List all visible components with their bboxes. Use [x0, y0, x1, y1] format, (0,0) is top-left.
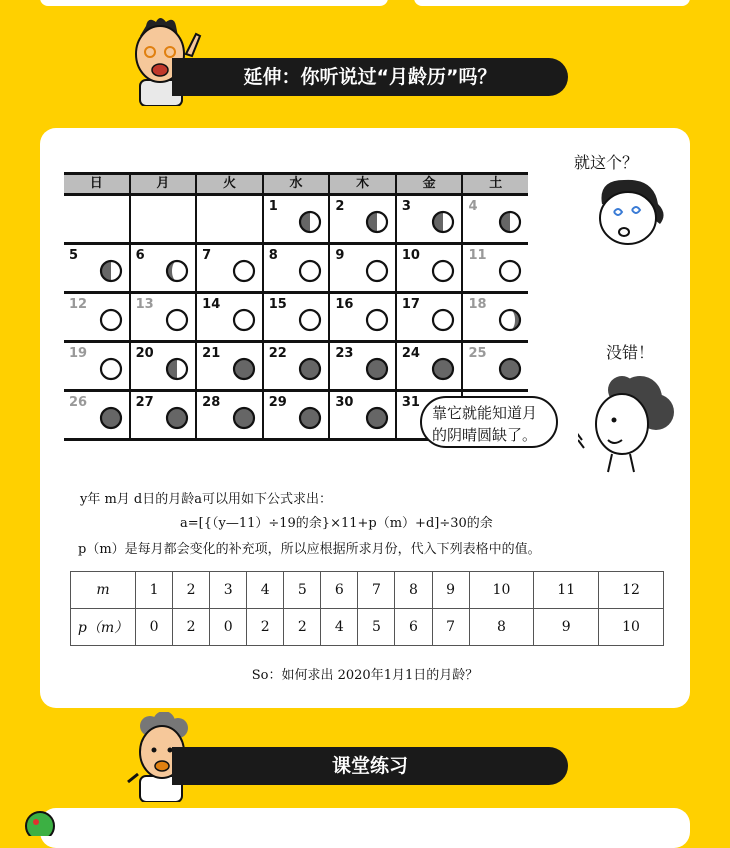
day-number: 19: [69, 346, 88, 361]
calendar-day-cell: [197, 196, 264, 242]
calendar-week-row: [64, 294, 528, 343]
calendar-day-cell: [197, 294, 264, 340]
moon-phase-icon: [298, 210, 322, 238]
table-cell-m: 7: [358, 572, 395, 609]
table-cell-p: 2: [173, 609, 210, 646]
calendar-day-cell: [330, 392, 397, 438]
day-number: 4: [468, 199, 478, 214]
calendar-day-cell: [64, 196, 131, 242]
moon-phase-icon: [99, 308, 123, 336]
day-number: 16: [335, 297, 354, 312]
banner-title-practice: 课堂练习: [331, 755, 408, 777]
table-cell-m: 5: [284, 572, 321, 609]
table-cell-m: 10: [469, 572, 534, 609]
day-number: 20: [135, 346, 154, 361]
table-cell-m: 2: [173, 572, 210, 609]
table-cell-p: 4: [321, 609, 358, 646]
calendar-day-cell: [463, 343, 528, 389]
table-cell-p: 9: [534, 609, 599, 646]
moon-phase-icon: [165, 357, 189, 385]
moon-phase-icon: [365, 406, 389, 434]
table-cell-p: 0: [136, 609, 173, 646]
calendar-week-row: [64, 196, 528, 245]
calendar-day-cell: [397, 294, 464, 340]
table-cell-m: 1: [136, 572, 173, 609]
bottom-card-fragment: [40, 808, 690, 848]
table-cell-m: 12: [599, 572, 664, 609]
table-cell-p: 2: [284, 609, 321, 646]
moon-phase-icon: [365, 308, 389, 336]
moon-phase-icon: [165, 259, 189, 287]
table-header-m: m: [71, 572, 136, 609]
top-card-fragment-right: [414, 0, 690, 6]
speech-line-2: 的阴晴圆缺了。: [432, 426, 538, 444]
moon-phase-icon: [498, 308, 522, 336]
table-cell-m: 11: [534, 572, 599, 609]
moon-phase-icon: [99, 259, 123, 287]
calendar-day-cell: [463, 294, 528, 340]
calendar-day-cell: [463, 245, 528, 291]
moon-phase-icon: [298, 259, 322, 287]
calendar-day-cell: [463, 196, 528, 242]
day-number: 5: [69, 248, 79, 263]
moon-phase-icon: [298, 406, 322, 434]
day-number: 22: [268, 346, 287, 361]
day-number: 2: [335, 199, 345, 214]
day-number: 1: [268, 199, 278, 214]
table-header-p: p（m）: [71, 609, 136, 646]
moon-phase-icon: [298, 357, 322, 385]
calendar-day-cell: [397, 196, 464, 242]
table-cell-p: 2: [247, 609, 284, 646]
moon-phase-icon: [498, 210, 522, 238]
calendar-day-cell: [330, 245, 397, 291]
table-cell-m: 3: [210, 572, 247, 609]
day-number: 15: [268, 297, 287, 312]
moon-phase-icon: [298, 308, 322, 336]
calendar-day-cell: [197, 392, 264, 438]
moon-phase-icon: [165, 406, 189, 434]
table-cell-p: 0: [210, 609, 247, 646]
top-card-fragment-left: [40, 0, 388, 6]
table-cell-p: 10: [599, 609, 664, 646]
table-cell-m: 9: [432, 572, 469, 609]
moon-phase-icon: [498, 259, 522, 287]
moon-phase-icon: [232, 406, 256, 434]
practice-question: So：如何求出 2020年1月1日的月龄？: [251, 668, 479, 683]
moon-phase-icon: [431, 357, 455, 385]
table-row-p: [71, 609, 664, 646]
curly-hair-character: [578, 368, 678, 476]
answer-bubble-text: 没错！: [606, 343, 655, 362]
calendar-weekday-header: [64, 172, 528, 196]
day-number: 28: [202, 395, 221, 410]
moon-phase-icon: [431, 259, 455, 287]
calendar-day-cell: [131, 343, 198, 389]
calendar-week-row: [64, 245, 528, 294]
speech-bubble: [420, 396, 558, 448]
calendar-day-cell: [264, 245, 331, 291]
calendar-day-cell: [131, 196, 198, 242]
moon-phase-icon: [99, 406, 123, 434]
section-banner-extension: [172, 58, 568, 96]
question-bubble-text: 就这个？: [574, 153, 639, 172]
day-number: 3: [401, 199, 411, 214]
formula-note: p（m）是每月都会变化的补充项，所以应根据所求月份，代入下列表格中的值。: [78, 542, 541, 557]
day-number: 11: [468, 248, 487, 263]
calendar-day-cell: [330, 196, 397, 242]
calendar-day-cell: [64, 294, 131, 340]
calendar-day-cell: [197, 343, 264, 389]
calendar-day-cell: [131, 392, 198, 438]
moon-phase-icon: [232, 259, 256, 287]
moon-phase-icon: [365, 357, 389, 385]
day-number: 7: [202, 248, 212, 263]
calendar-day-cell: [131, 294, 198, 340]
calendar-day-cell: [131, 245, 198, 291]
content-card: [40, 128, 690, 708]
day-number: 24: [401, 346, 420, 361]
day-number: 30: [335, 395, 354, 410]
calendar-day-cell: [330, 343, 397, 389]
pm-value-table: [70, 571, 664, 646]
calendar-day-cell: [330, 294, 397, 340]
moon-phase-icon: [498, 357, 522, 385]
calendar-day-cell: [397, 343, 464, 389]
moon-phase-icon: [365, 210, 389, 238]
day-number: 31: [401, 395, 420, 410]
table-cell-m: 8: [395, 572, 432, 609]
weekday-label: 日: [64, 175, 131, 193]
green-icon: [20, 806, 60, 836]
calendar-day-cell: [264, 343, 331, 389]
moon-phase-icon: [431, 210, 455, 238]
weekday-label: 月: [131, 175, 198, 193]
day-number: 10: [401, 248, 420, 263]
day-number: 25: [468, 346, 487, 361]
table-cell-p: 7: [432, 609, 469, 646]
day-number: 14: [202, 297, 221, 312]
day-number: 21: [202, 346, 221, 361]
section-banner-practice: [172, 747, 568, 785]
formula-equation: a=[{（y—11）÷19的余}×11+p（m）+d]÷30的余: [180, 516, 493, 531]
moon-phase-icon: [232, 357, 256, 385]
day-number: 8: [268, 248, 278, 263]
formula-intro: y年 m月 d日的月龄a可以用如下公式求出：: [80, 492, 333, 507]
weekday-label: 火: [197, 175, 264, 193]
confused-student-character: [588, 174, 672, 254]
moon-phase-icon: [99, 357, 123, 385]
calendar-day-cell: [264, 294, 331, 340]
calendar-day-cell: [397, 245, 464, 291]
day-number: 13: [135, 297, 154, 312]
weekday-label: 土: [489, 176, 503, 191]
moon-phase-icon: [431, 308, 455, 336]
speech-line-1: 靠它就能知道月: [432, 404, 538, 422]
day-number: 12: [69, 297, 88, 312]
moon-phase-icon: [232, 308, 256, 336]
table-cell-p: 6: [395, 609, 432, 646]
calendar-day-cell: [264, 392, 331, 438]
table-cell-m: 4: [247, 572, 284, 609]
table-row-m: [71, 572, 664, 609]
table-cell-p: 5: [358, 609, 395, 646]
calendar-day-cell: [197, 245, 264, 291]
day-number: 6: [135, 248, 145, 263]
calendar-week-row: [64, 343, 528, 392]
day-number: 23: [335, 346, 354, 361]
day-number: 26: [69, 395, 88, 410]
calendar-day-cell: [64, 245, 131, 291]
day-number: 17: [401, 297, 420, 312]
day-number: 27: [135, 395, 154, 410]
calendar-day-cell: [64, 392, 131, 438]
table-cell-m: 6: [321, 572, 358, 609]
day-number: 9: [335, 248, 345, 263]
table-cell-p: 8: [469, 609, 534, 646]
weekday-label: 水: [264, 175, 331, 193]
weekday-label: 金: [397, 175, 464, 193]
moon-phase-icon: [365, 259, 389, 287]
day-number: 29: [268, 395, 287, 410]
moon-phase-icon: [165, 308, 189, 336]
weekday-label: 木: [330, 175, 397, 193]
calendar-day-cell: [64, 343, 131, 389]
banner-title: 延伸：你听说过“月龄历”吗？: [243, 66, 497, 88]
calendar-day-cell: [264, 196, 331, 242]
day-number: 18: [468, 297, 487, 312]
